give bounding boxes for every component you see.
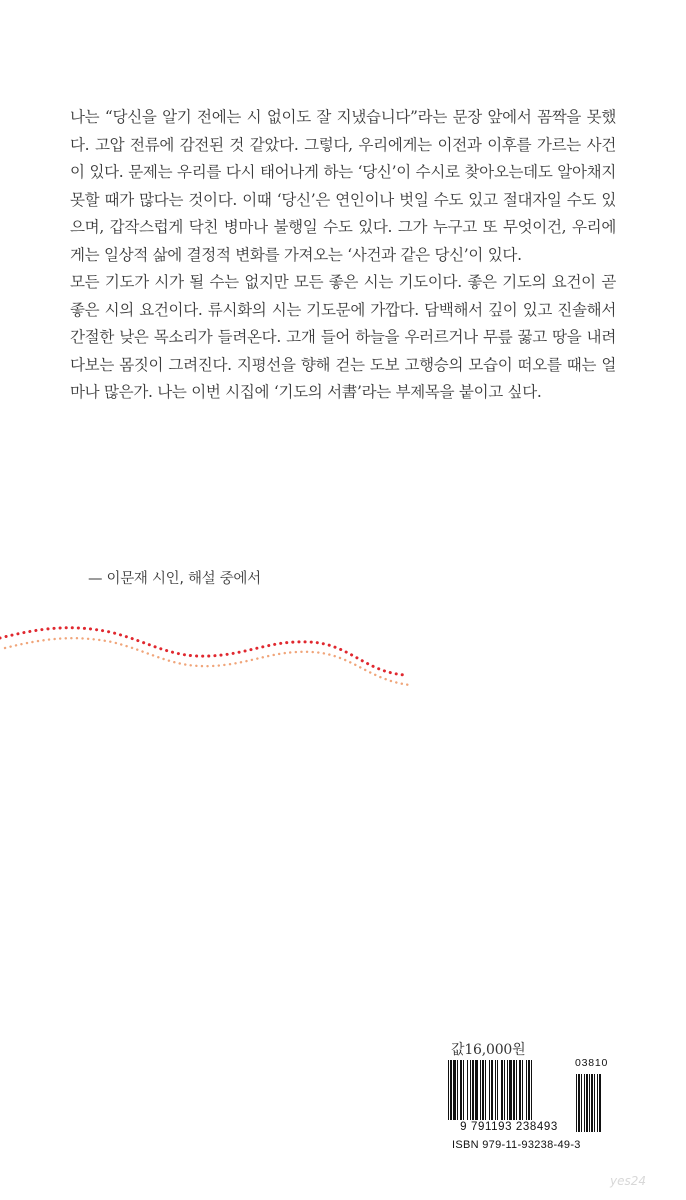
barcode-addon-digits: 03810 <box>575 1057 609 1069</box>
price-label: 값16,000원 <box>451 1042 526 1058</box>
wave-line-orange <box>5 638 410 685</box>
blurb-text <box>70 104 616 407</box>
blurb-paragraph-1: 나는 “당신을 알기 전에는 시 없이도 잘 지냈습니다”라는 문장 앞에서 꼼짝을 못했다. 고압 전류에 감전된 것 같았다. 그렇다, 우리에게는 이전과 이후를 가르는 사건이 있다. 문제는 우리를 다시 태어나게 하는 ‘당신’이 수시로 찾아오는데도 알아채지 못할 때가 많다는 것이다. 이때 ‘당신’은 연인이나 벗일 수도 있고 절대자일 수도 있으며, 갑작스럽게 닥친 병마나 불행일 수도 있다. 그가 누구고 또 무엇이건, 우리에게는 일상적 삶에 결정적 변화를 가져오는 ‘사건과 같은 당신’이 있다. <box>70 108 616 264</box>
watermark-logo: yes24 <box>610 1174 647 1188</box>
attribution: — 이문재 시인, 해설 중에서 <box>88 571 261 587</box>
wave-line-red <box>0 628 405 675</box>
blurb-paragraph-2: 모든 기도가 시가 될 수는 없지만 모든 좋은 시는 기도이다. 좋은 기도의 요건이 곧 좋은 시의 요건이다. 류시화의 시는 기도문에 가깝다. 담백해서 깊이 있고 진솔해서 간절한 낮은 목소리가 들려온다. 고개 들어 하늘을 우러르거나 무릎 꿇고 땅을 내려다보는 몸짓이 그려진다. 지평선을 향해 걷는 도보 고행승의 모습이 떠오를 때는 얼마나 많은가. 나는 이번 시집에 ‘기도의 서書’라는 부제목을 붙이고 싶다. <box>70 273 616 401</box>
decorative-wave <box>0 620 686 700</box>
barcode-digits: 9 791193 238493 <box>446 1121 572 1133</box>
isbn-label: ISBN 979-11-93238-49-3 <box>452 1139 581 1151</box>
